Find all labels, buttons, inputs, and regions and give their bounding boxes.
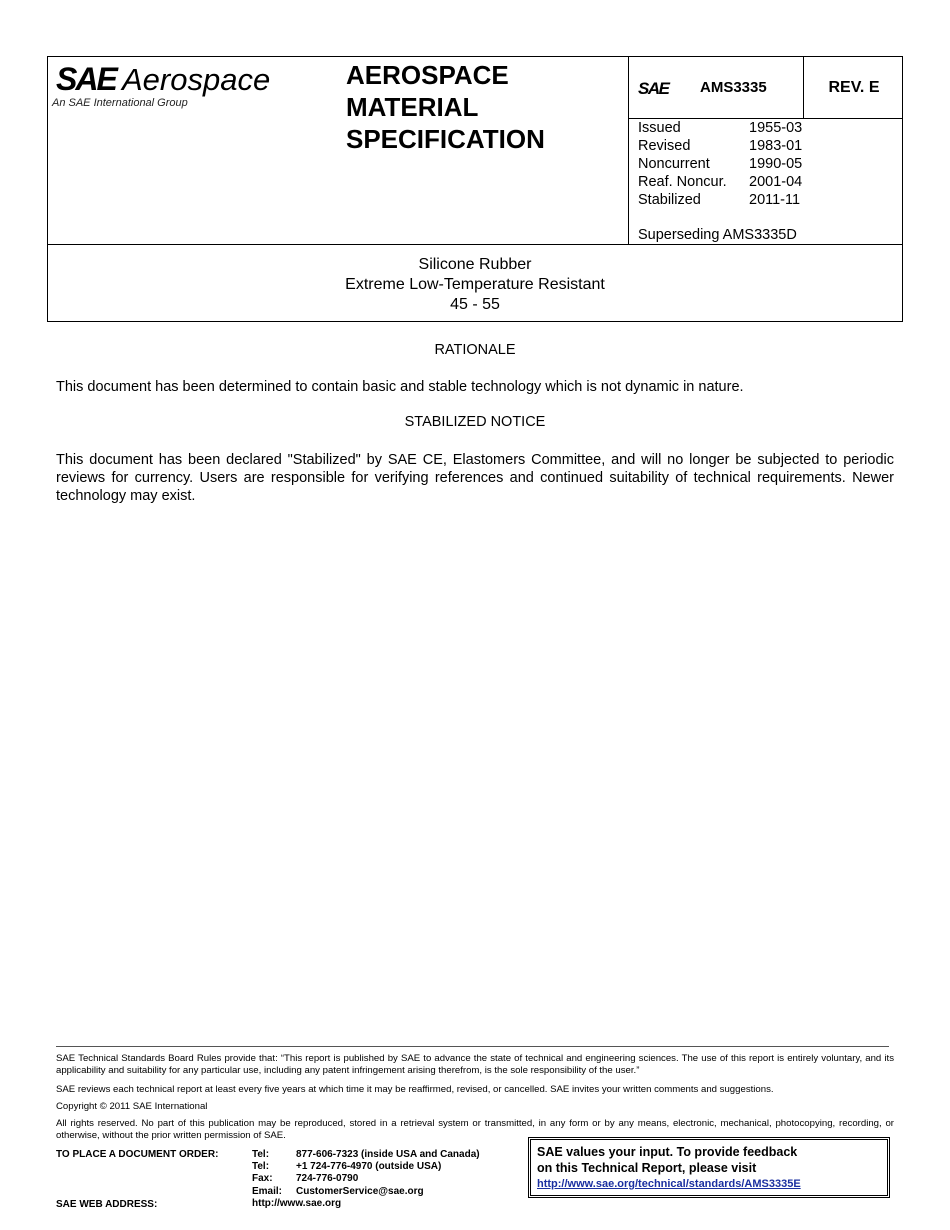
- date-value: 1983-01: [749, 138, 803, 154]
- order-contacts: [252, 1149, 480, 1210]
- rationale-heading: RATIONALE: [434, 342, 516, 358]
- web-address-label: SAE WEB ADDRESS:: [56, 1199, 158, 1210]
- date-label: Revised: [638, 138, 691, 154]
- contact-row: [252, 1149, 480, 1161]
- contact-row: [252, 1161, 480, 1173]
- footer-rights-text: All rights reserved. No part of this publication may be reproduced, stored in a retrieval system or transmitted, in any form or by any means, electronic, mechanical, photocopying, recording, or otherwise, without the prior written permission of SAE.: [56, 1118, 894, 1141]
- contact-value[interactable]: +1 724-776-4970 (outside USA): [296, 1161, 442, 1173]
- contact-email[interactable]: CustomerService@sae.org: [296, 1185, 424, 1197]
- date-value: 2001-04: [749, 174, 803, 190]
- document-number: AMS3335: [700, 79, 767, 96]
- date-row: [638, 155, 802, 173]
- footer-divider: [56, 1046, 889, 1047]
- contact-key: Fax:: [252, 1173, 273, 1185]
- title-line: Extreme Low-Temperature Resistant: [345, 276, 605, 293]
- stabilized-notice-heading: STABILIZED NOTICE: [404, 414, 546, 430]
- header-top-row: [48, 57, 902, 245]
- order-label: TO PLACE A DOCUMENT ORDER:: [56, 1149, 219, 1160]
- sae-mini-logo: [637, 79, 677, 102]
- date-row: [638, 173, 802, 191]
- svg-text:SAE: SAE: [638, 79, 669, 97]
- contact-key: Tel:: [252, 1161, 270, 1173]
- web-address-link[interactable]: http://www.sae.org: [252, 1197, 342, 1209]
- date-row: [638, 119, 802, 137]
- logo-sae-mark: SAE: [56, 62, 116, 97]
- date-value: 2011-11: [749, 192, 801, 208]
- date-value: 1990-05: [749, 156, 803, 172]
- header-info-panel: [628, 57, 903, 244]
- doc-type-line: SPECIFICATION: [346, 124, 545, 154]
- stabilized-notice-text: This document has been declared "Stabilized" by SAE CE, Elastomers Committee, and will no longer be subjected to periodic reviews for currency. Users are responsible for verifying references and continued suitability of technical requirements. Newer technology may exist.: [56, 452, 894, 504]
- date-history: [638, 119, 802, 209]
- footer-copyright: Copyright © 2011 SAE International: [56, 1101, 208, 1112]
- date-label: Reaf. Noncur.: [638, 174, 727, 190]
- contact-row: [252, 1173, 480, 1185]
- logo-group-text: An SAE International Group: [52, 97, 188, 109]
- superseding-note: Superseding AMS3335D: [638, 227, 797, 243]
- date-row: [638, 137, 802, 155]
- contact-value[interactable]: 877-606-7323 (inside USA and Canada): [296, 1149, 480, 1160]
- document-type: [346, 59, 545, 155]
- contact-key: Email:: [252, 1185, 283, 1197]
- date-label: Stabilized: [638, 192, 701, 208]
- revision-label: REV. E: [803, 57, 904, 118]
- rationale-text: This document has been determined to contain basic and stable technology which is not dynamic in nature.: [56, 379, 744, 395]
- document-title: [48, 255, 902, 315]
- feedback-box: [528, 1137, 890, 1198]
- doc-id-row: [629, 57, 903, 119]
- title-line: Silicone Rubber: [418, 256, 532, 273]
- logo-aerospace-word: Aerospace: [122, 62, 271, 97]
- contact-key: Tel:: [252, 1149, 270, 1160]
- contact-row: [252, 1186, 480, 1198]
- feedback-text: SAE values your input. To provide feedback: [537, 1145, 798, 1159]
- title-line: 45 - 55: [450, 296, 500, 313]
- date-row: [638, 191, 802, 209]
- date-label: Noncurrent: [638, 156, 710, 172]
- footer-rules-text: SAE Technical Standards Board Rules provide that: “This report is published by SAE to advance the state of technical and engineering sciences. The use of this report is entirely voluntary, and its applicability and suitability for any particular use, including any patent infringement arising therefrom, is the sole responsibility of the user.”: [56, 1053, 894, 1076]
- date-label: Issued: [638, 120, 681, 136]
- header-table: [47, 56, 903, 322]
- footer-review-text: SAE reviews each technical report at least every five years at which time it may be reaffirmed, revised, or cancelled. SAE invites your written comments and suggestions.: [56, 1084, 774, 1095]
- doc-type-line: AEROSPACE: [346, 60, 509, 90]
- date-value: 1955-03: [749, 120, 803, 136]
- feedback-text: on this Technical Report, please visit: [537, 1161, 757, 1175]
- contact-value: 724-776-0790: [296, 1173, 359, 1185]
- feedback-link[interactable]: http://www.sae.org/technical/standards/AMS3335E: [537, 1178, 801, 1190]
- doc-type-line: MATERIAL: [346, 92, 479, 122]
